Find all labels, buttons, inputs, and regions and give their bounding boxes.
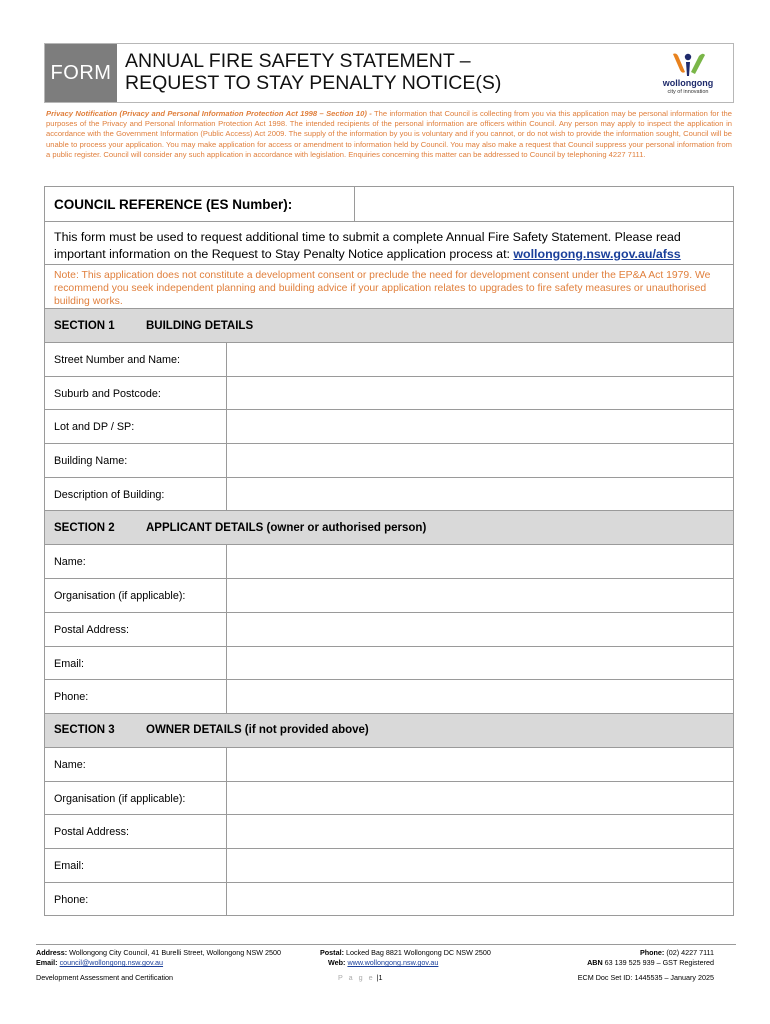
applicant-phone-label: Phone: bbox=[45, 680, 227, 713]
note-row bbox=[45, 264, 733, 308]
privacy-notice bbox=[46, 109, 732, 160]
field-row bbox=[45, 781, 733, 815]
council-reference-field[interactable] bbox=[355, 187, 733, 221]
form-title-line1: ANNUAL FIRE SAFETY STATEMENT – bbox=[125, 50, 471, 72]
note-text: Note: This application does not constitute a development consent or preclude the need for development consent under the EP&A Act 1979. We recommend you seek independent planning and building advice if your application relates to upgrades to fire safety measures or unauthorised building works. bbox=[54, 270, 711, 307]
building-name-field[interactable] bbox=[227, 444, 733, 477]
field-row bbox=[45, 342, 733, 376]
form-header bbox=[44, 43, 734, 103]
intro-text: This form must be used to request additional time to submit a complete Annual Fire Safety Statement. Please read important information on the Request to Stay Penalty Notice application process at: bbox=[54, 230, 681, 261]
footer-email-link[interactable]: council@wollongong.nsw.gov.au bbox=[59, 958, 164, 967]
section-1-title: BUILDING DETAILS bbox=[146, 319, 254, 332]
street-label: Street Number and Name: bbox=[45, 343, 227, 376]
building-description-label: Description of Building: bbox=[45, 478, 227, 511]
section-2-title: APPLICANT DETAILS (owner or authorised person) bbox=[146, 521, 427, 534]
owner-organisation-field[interactable] bbox=[227, 782, 733, 815]
council-reference-row bbox=[45, 187, 733, 221]
field-row bbox=[45, 848, 733, 882]
applicant-organisation-label: Organisation (if applicable): bbox=[45, 579, 227, 612]
suburb-field[interactable] bbox=[227, 377, 733, 410]
section-2-header bbox=[45, 510, 733, 544]
applicant-postal-label: Postal Address: bbox=[45, 613, 227, 646]
footer-department: Development Assessment and Certification bbox=[36, 973, 174, 982]
field-row bbox=[45, 443, 733, 477]
applicant-name-label: Name: bbox=[45, 545, 227, 578]
footer-postal: Postal: Locked Bag 8821 Wollongong DC NSW 2500 bbox=[320, 948, 491, 957]
owner-organisation-label: Organisation (if applicable): bbox=[45, 782, 227, 815]
field-row bbox=[45, 544, 733, 578]
field-row bbox=[45, 578, 733, 612]
field-row bbox=[45, 882, 733, 916]
logo-mark-icon bbox=[657, 50, 719, 80]
lot-dp-field[interactable] bbox=[227, 410, 733, 443]
applicant-email-field[interactable] bbox=[227, 647, 733, 680]
logo-tagline: city of innovation bbox=[667, 89, 709, 95]
footer-abn: ABN 63 139 525 939 – GST Registered bbox=[587, 958, 714, 967]
owner-email-field[interactable] bbox=[227, 849, 733, 882]
footer-doc-id: ECM Doc Set ID: 1445535 – January 2025 bbox=[577, 973, 714, 982]
field-row bbox=[45, 409, 733, 443]
section-3-number: SECTION 3 bbox=[54, 724, 115, 737]
building-name-label: Building Name: bbox=[45, 444, 227, 477]
owner-phone-label: Phone: bbox=[45, 883, 227, 916]
intro-row bbox=[45, 221, 733, 264]
applicant-organisation-field[interactable] bbox=[227, 579, 733, 612]
field-row bbox=[45, 646, 733, 680]
section-3-title: OWNER DETAILS (if not provided above) bbox=[146, 724, 369, 737]
section-1-number: SECTION 1 bbox=[54, 319, 115, 332]
field-row bbox=[45, 376, 733, 410]
section-3-header bbox=[45, 713, 733, 747]
field-row bbox=[45, 814, 733, 848]
suburb-label: Suburb and Postcode: bbox=[45, 377, 227, 410]
logo-wordmark: wollongong bbox=[662, 78, 714, 88]
street-field[interactable] bbox=[227, 343, 733, 376]
applicant-name-field[interactable] bbox=[227, 545, 733, 578]
form-badge: FORM bbox=[45, 44, 117, 102]
field-row bbox=[45, 612, 733, 646]
owner-postal-label: Postal Address: bbox=[45, 815, 227, 848]
footer-phone: Phone: (02) 4227 7111 bbox=[639, 948, 714, 957]
field-row bbox=[45, 477, 733, 511]
council-reference-label: COUNCIL REFERENCE (ES Number): bbox=[45, 187, 355, 221]
applicant-postal-field[interactable] bbox=[227, 613, 733, 646]
page-number: P a g e |1 bbox=[338, 973, 383, 982]
form-title-line2: REQUEST TO STAY PENALTY NOTICE(S) bbox=[125, 72, 502, 94]
footer-address: Address: Wollongong City Council, 41 Burelli Street, Wollongong NSW 2500 bbox=[36, 948, 282, 957]
footer-divider bbox=[36, 944, 736, 945]
section-2-number: SECTION 2 bbox=[54, 521, 115, 534]
building-description-field[interactable] bbox=[227, 478, 733, 511]
owner-name-field[interactable] bbox=[227, 748, 733, 781]
footer-email: Email: council@wollongong.nsw.gov.au bbox=[36, 958, 164, 967]
privacy-lead: Privacy Notification (Privacy and Personal Information Protection Act 1998 – Section 10) - bbox=[46, 109, 372, 118]
field-row bbox=[45, 679, 733, 713]
section-1-header bbox=[45, 308, 733, 342]
application-form bbox=[44, 186, 734, 916]
intro-paragraph bbox=[54, 229, 724, 261]
privacy-body: The information that Council is collecting from you via this application may be personal information for the purposes of the Privacy and Personal Information Protection Act 1998. The intended recipients of the personal information are officers within Council. Any person may apply to inspect the application in accordance with the Government Information (Public Access) Act 2009. The supply of the information by you is voluntary and if you cannot, or do not wish to provide the information sought, Council will be unable to process your application. You may make application for access or amendment to information held by Council. You may also make a request that Council suppress your personal information from a public register. Council will consider any such application in accordance with legislation. Enquiries concerning this matter can be addressed to Council by telephoning 4227 7111. bbox=[46, 109, 732, 159]
applicant-phone-field[interactable] bbox=[227, 680, 733, 713]
form-title bbox=[117, 44, 501, 102]
lot-dp-label: Lot and DP / SP: bbox=[45, 410, 227, 443]
field-row bbox=[45, 747, 733, 781]
owner-name-label: Name: bbox=[45, 748, 227, 781]
footer-web-link[interactable]: www.wollongong.nsw.gov.au bbox=[347, 958, 439, 967]
afss-link[interactable]: wollongong.nsw.gov.au/afss bbox=[513, 246, 681, 261]
owner-email-label: Email: bbox=[45, 849, 227, 882]
owner-postal-field[interactable] bbox=[227, 815, 733, 848]
wollongong-logo bbox=[657, 50, 719, 98]
owner-phone-field[interactable] bbox=[227, 883, 733, 916]
footer-web: Web: www.wollongong.nsw.gov.au bbox=[328, 958, 439, 967]
applicant-email-label: Email: bbox=[45, 647, 227, 680]
